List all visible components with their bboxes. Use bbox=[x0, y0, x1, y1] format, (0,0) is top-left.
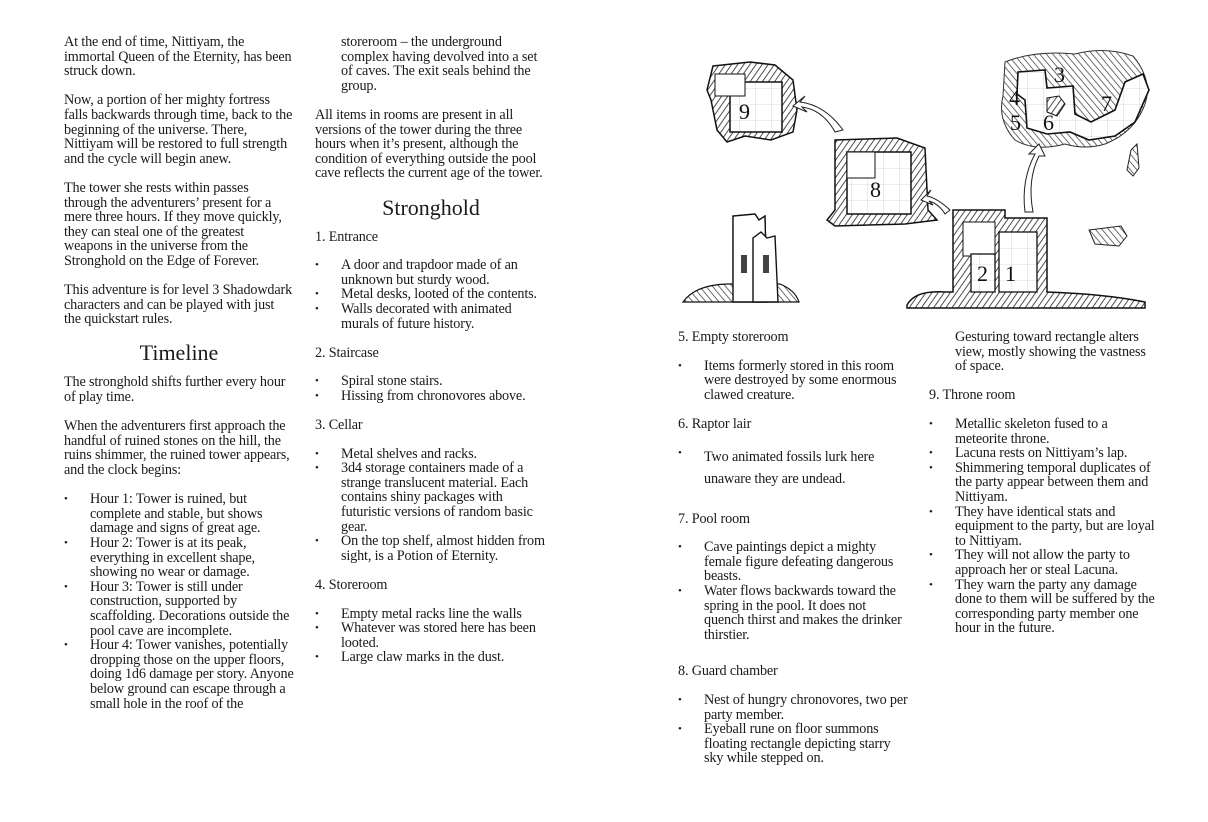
room-title: 9. Throne room bbox=[929, 387, 1016, 404]
column-3 bbox=[678, 330, 908, 780]
room-item: • Cave paintings depict a mighty female figure defeating dangerous beasts. bbox=[678, 539, 894, 585]
rock-outcrop bbox=[1127, 144, 1139, 176]
bullet-icon: • bbox=[678, 693, 682, 706]
room-title: 1. Entrance bbox=[315, 228, 378, 245]
bullet-icon: • bbox=[64, 639, 68, 652]
room-items-list bbox=[678, 540, 908, 642]
room-item: • Large claw marks in the dust. bbox=[315, 649, 505, 666]
bullet-icon: • bbox=[315, 288, 319, 301]
map-cave-rooms-3-7 bbox=[1002, 50, 1150, 147]
room-item: • Spiral stone stairs. bbox=[315, 373, 443, 390]
stronghold-heading: Stronghold bbox=[382, 194, 480, 220]
room-item: • They will not allow the party to approach her or steal Lacuna. bbox=[929, 547, 1130, 578]
room-item: • Whatever was stored here has been looted. bbox=[315, 620, 536, 651]
room-item: • On the top shelf, almost hidden from sight, is a Potion of Eternity. bbox=[315, 533, 545, 564]
intro-paragraph: Now, a portion of her mighty fortress falls backwards through time, back to the beginning of the universe. There, Nittiyam will be restored to full strength and the cycle will begin anew. bbox=[64, 92, 293, 167]
room-section-9 bbox=[929, 388, 1159, 636]
bullet-icon: • bbox=[315, 622, 319, 635]
room-items-list bbox=[315, 374, 547, 403]
room-section-2 bbox=[315, 346, 547, 404]
room-items-list bbox=[315, 447, 547, 564]
room-title: 7. Pool room bbox=[678, 510, 750, 527]
room-title: 5. Empty storeroom bbox=[678, 329, 789, 345]
room-item: • Metallic skeleton fused to a meteorite throne. bbox=[929, 415, 1108, 447]
arrow-2-to-cave bbox=[1024, 144, 1045, 212]
bullet-icon: • bbox=[678, 446, 682, 459]
room-items-list bbox=[929, 417, 1159, 636]
map-label-4: 4 bbox=[1009, 85, 1020, 110]
bullet-icon: • bbox=[315, 607, 319, 620]
bullet-icon: • bbox=[315, 535, 319, 548]
bullet-icon: • bbox=[929, 505, 933, 518]
room-item: • 3d4 storage containers made of a strange translucent material. Each contains shiny packages with futuristic versions of random basic gear. bbox=[315, 460, 533, 535]
bullet-icon: • bbox=[678, 584, 682, 597]
room-item: • They have identical stats and equipment to the party, but are loyal to Nittiyam. bbox=[929, 503, 1155, 549]
map-label-3: 3 bbox=[1054, 62, 1065, 87]
bullet-icon: • bbox=[315, 389, 319, 402]
bullet-icon: • bbox=[64, 580, 68, 593]
bullet-icon: • bbox=[678, 723, 682, 736]
room-8-continued: Gesturing toward rectangle alters view, mostly showing the vastness of space. bbox=[955, 329, 1146, 375]
bullet-icon: • bbox=[929, 447, 933, 460]
hour-item: • Hour 4: Tower vanishes, potentially dropping those on the upper floors, doing 1d6 damage per story. Anyone below ground can escape through a small hole in the roof of the bbox=[64, 637, 294, 712]
room-item: • They warn the party any damage done to them will be suffered by the corresponding party member one hour in the future. bbox=[929, 576, 1155, 637]
bullet-icon: • bbox=[315, 259, 319, 272]
bullet-icon: • bbox=[64, 537, 68, 549]
room-item: • Items formerly stored in this room were destroyed by some enormous clawed creature. bbox=[678, 357, 897, 403]
room-section-5 bbox=[678, 330, 908, 402]
map-label-1: 1 bbox=[1005, 261, 1016, 286]
room-item: • Empty metal racks line the walls bbox=[315, 605, 522, 622]
intro-paragraph: At the end of time, Nittiyam, the immortal Queen of the Eternity, has been struck down. bbox=[64, 34, 292, 80]
room-title: 3. Cellar bbox=[315, 417, 363, 434]
bullet-icon: • bbox=[315, 462, 319, 475]
room-items-list bbox=[678, 446, 908, 490]
room-item: • A door and trapdoor made of an unknown but sturdy wood. bbox=[315, 257, 518, 288]
room-section-4 bbox=[315, 578, 547, 665]
bullet-icon: • bbox=[929, 417, 933, 430]
column-2 bbox=[315, 35, 547, 680]
room-title: 4. Storeroom bbox=[315, 577, 388, 593]
map-label-9: 9 bbox=[739, 99, 750, 124]
room-items-list bbox=[678, 693, 908, 766]
room-item: • Shimmering temporal duplicates of the party appear between them and Nittiyam. bbox=[929, 459, 1151, 505]
room-section-7 bbox=[678, 512, 908, 643]
room-title: 6. Raptor lair bbox=[678, 415, 752, 432]
timeline-paragraph: When the adventurers first approach the handful of ruined stones on the hill, the ruins shimmer, the ruined tower appears, and the clock begins: bbox=[64, 418, 290, 479]
rock-outcrop bbox=[1089, 226, 1127, 246]
room-item: • Lacuna rests on Nittiyam’s lap. bbox=[929, 445, 1128, 462]
timeline-note: All items in rooms are present in all versions of the tower during the three hours when it’s present, although the condition of everything outside the pool cave reflects the current age of the tower. bbox=[315, 106, 543, 182]
timeline-heading: Timeline bbox=[139, 340, 219, 366]
room-item: • Hissing from chronovores above. bbox=[315, 387, 526, 404]
ruined-tower-illustration bbox=[683, 214, 799, 302]
column-1 bbox=[64, 35, 294, 726]
intro-paragraph: This adventure is for level 3 Shadowdark characters and can be played with just the quickstart rules. bbox=[64, 282, 293, 328]
hour-item: • Hour 2: Tower is at its peak, everything in excellent shape, showing no wear or damage. bbox=[64, 535, 255, 581]
room-items-list bbox=[315, 258, 547, 331]
bullet-icon: • bbox=[678, 541, 682, 554]
room-item: • Water flows backwards toward the spring in the pool. It does not quench thirst and makes the drinker thirstier. bbox=[678, 582, 902, 643]
map-rooms-1-2 bbox=[907, 210, 1145, 308]
timeline-paragraph: The stronghold shifts further every hour of play time. bbox=[64, 374, 286, 406]
bullet-icon: • bbox=[929, 549, 933, 562]
map-label-7: 7 bbox=[1101, 91, 1112, 116]
map-room-8 bbox=[827, 138, 937, 226]
room-item: • Two animated fossils lurk here unaware they are undead. bbox=[678, 446, 875, 487]
room-items-list bbox=[678, 359, 908, 403]
room-item: • Metal desks, looted of the contents. bbox=[315, 286, 537, 303]
bullet-icon: • bbox=[315, 651, 319, 664]
room-section-8 bbox=[678, 664, 908, 766]
intro-paragraph: The tower she rests within passes through the adventurers’ present for a mere three hours. If they move quickly, they can steal one of the greatest weapons in the universe from the Stronghold on the Edge of Forever. bbox=[64, 179, 282, 269]
arrow-8-to-9 bbox=[793, 96, 843, 132]
room-item: • Nest of hungry chronovores, two per party member. bbox=[678, 691, 908, 723]
room-title: 8. Guard chamber bbox=[678, 663, 778, 680]
hour4-continued: storeroom – the underground complex having devolved into a set of caves. The exit seals behind the group. bbox=[341, 34, 538, 94]
room-section-1 bbox=[315, 230, 547, 332]
map-label-6: 6 bbox=[1043, 110, 1054, 135]
hour-item: • Hour 3: Tower is still under construction, supported by scaffolding. Decorations outside the pool cave are incomplete. bbox=[64, 578, 290, 639]
map-room-9 bbox=[707, 62, 797, 142]
column-4 bbox=[929, 330, 1159, 650]
room-section-6 bbox=[678, 417, 908, 490]
hour-item: • Hour 1: Tower is ruined, but complete and stable, but shows damage and signs of great age. bbox=[64, 491, 263, 537]
room-item: • Walls decorated with animated murals of future history. bbox=[315, 300, 512, 332]
room-section-3 bbox=[315, 418, 547, 563]
map-label-5: 5 bbox=[1010, 110, 1021, 135]
bullet-icon: • bbox=[315, 302, 319, 315]
hours-list bbox=[64, 492, 294, 711]
room-items-list bbox=[315, 607, 547, 665]
bullet-icon: • bbox=[678, 359, 682, 372]
room-item: • Eyeball rune on floor summons floating rectangle depicting starry sky while stepped on. bbox=[678, 721, 891, 767]
dungeon-map bbox=[675, 40, 1155, 312]
bullet-icon: • bbox=[929, 461, 933, 474]
room-title: 2. Staircase bbox=[315, 344, 379, 361]
map-label-8: 8 bbox=[870, 177, 881, 202]
bullet-icon: • bbox=[929, 578, 933, 591]
room-item: • Metal shelves and racks. bbox=[315, 445, 477, 462]
bullet-icon: • bbox=[315, 375, 319, 388]
map-label-2: 2 bbox=[977, 261, 988, 286]
bullet-icon: • bbox=[64, 493, 68, 506]
bullet-icon: • bbox=[315, 447, 319, 460]
